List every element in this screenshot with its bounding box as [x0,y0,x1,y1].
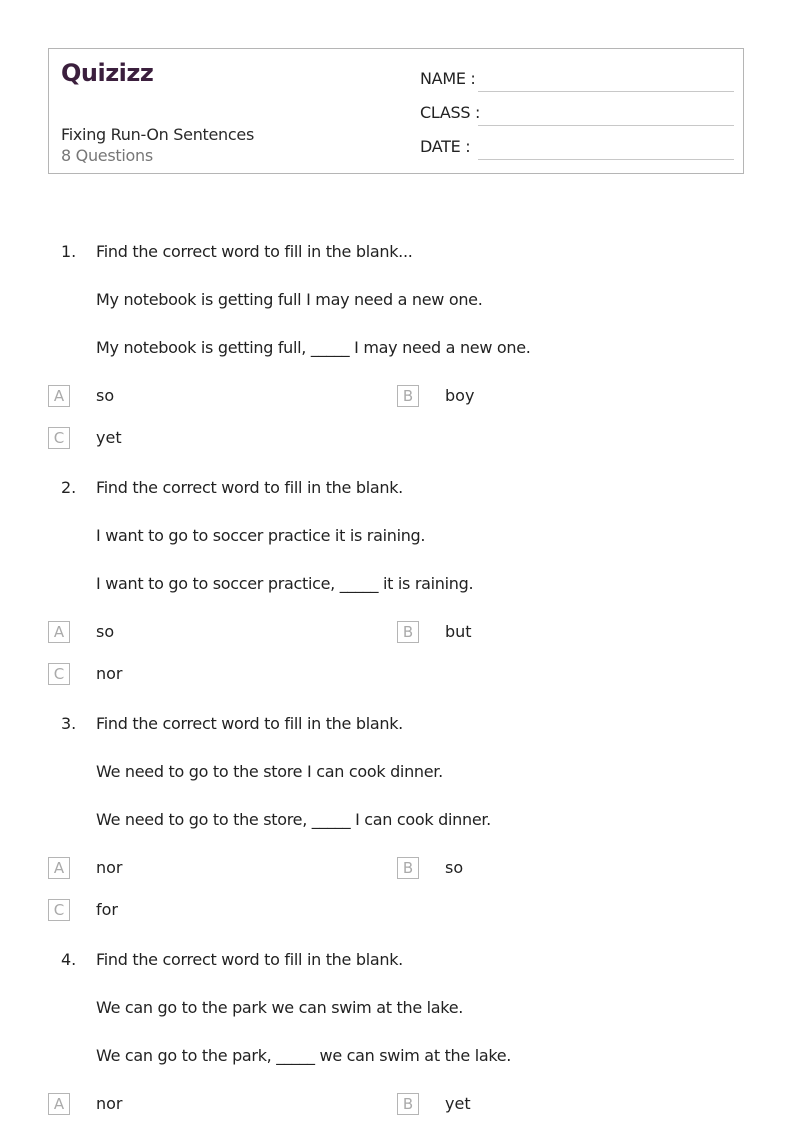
question-prompt: Find the correct word to fill in the blank. [96,478,403,497]
question-number: 1. [61,242,77,261]
option-text: so [445,858,464,877]
question-sentence: I want to go to soccer practice it is raining. [96,526,426,545]
option-letter-box[interactable]: A [48,857,70,879]
option-letter-box[interactable]: B [397,857,419,879]
option-letter-box[interactable]: C [48,899,70,921]
class-line[interactable] [478,125,734,126]
option-text: nor [96,1094,123,1113]
question-fill: My notebook is getting full, _____ I may need a new one. [96,338,531,357]
option-letter-box[interactable]: A [48,385,70,407]
question-count: 8 Questions [61,146,153,165]
question-fill: We need to go to the store, _____ I can cook dinner. [96,810,491,829]
question-number: 2. [61,478,77,497]
question-prompt: Find the correct word to fill in the blank. [96,714,403,733]
option-letter-box[interactable]: C [48,427,70,449]
name-field[interactable] [420,69,734,97]
name-line[interactable] [478,91,734,92]
option-letter-box[interactable]: B [397,621,419,643]
option-text: boy [445,386,475,405]
date-line[interactable] [478,159,734,160]
option-text: yet [445,1094,471,1113]
question-prompt: Find the correct word to fill in the blank... [96,242,413,261]
option-letter-box[interactable]: B [397,385,419,407]
date-label: DATE : [420,137,471,156]
option-letter-box[interactable]: A [48,1093,70,1115]
class-field[interactable] [420,103,734,131]
option-letter-box[interactable]: C [48,663,70,685]
option-letter-box[interactable]: A [48,621,70,643]
quizizz-logo: Quizizz [61,59,154,87]
option-text: so [96,386,115,405]
date-field[interactable] [420,137,734,165]
name-label: NAME : [420,69,476,88]
question-fill: We can go to the park, _____ we can swim at the lake. [96,1046,512,1065]
class-label: CLASS : [420,103,481,122]
option-text: nor [96,858,123,877]
question-number: 3. [61,714,77,733]
question-sentence: We can go to the park we can swim at the lake. [96,998,464,1017]
option-text: yet [96,428,122,447]
option-text: but [445,622,472,641]
option-text: nor [96,664,123,683]
question-sentence: We need to go to the store I can cook dinner. [96,762,443,781]
option-text: so [96,622,115,641]
worksheet-title: Fixing Run-On Sentences [61,125,254,144]
question-prompt: Find the correct word to fill in the blank. [96,950,403,969]
worksheet-header [48,48,744,174]
question-number: 4. [61,950,77,969]
option-letter-box[interactable]: B [397,1093,419,1115]
question-sentence: My notebook is getting full I may need a new one. [96,290,483,309]
option-text: for [96,900,118,919]
question-fill: I want to go to soccer practice, _____ it is raining. [96,574,474,593]
